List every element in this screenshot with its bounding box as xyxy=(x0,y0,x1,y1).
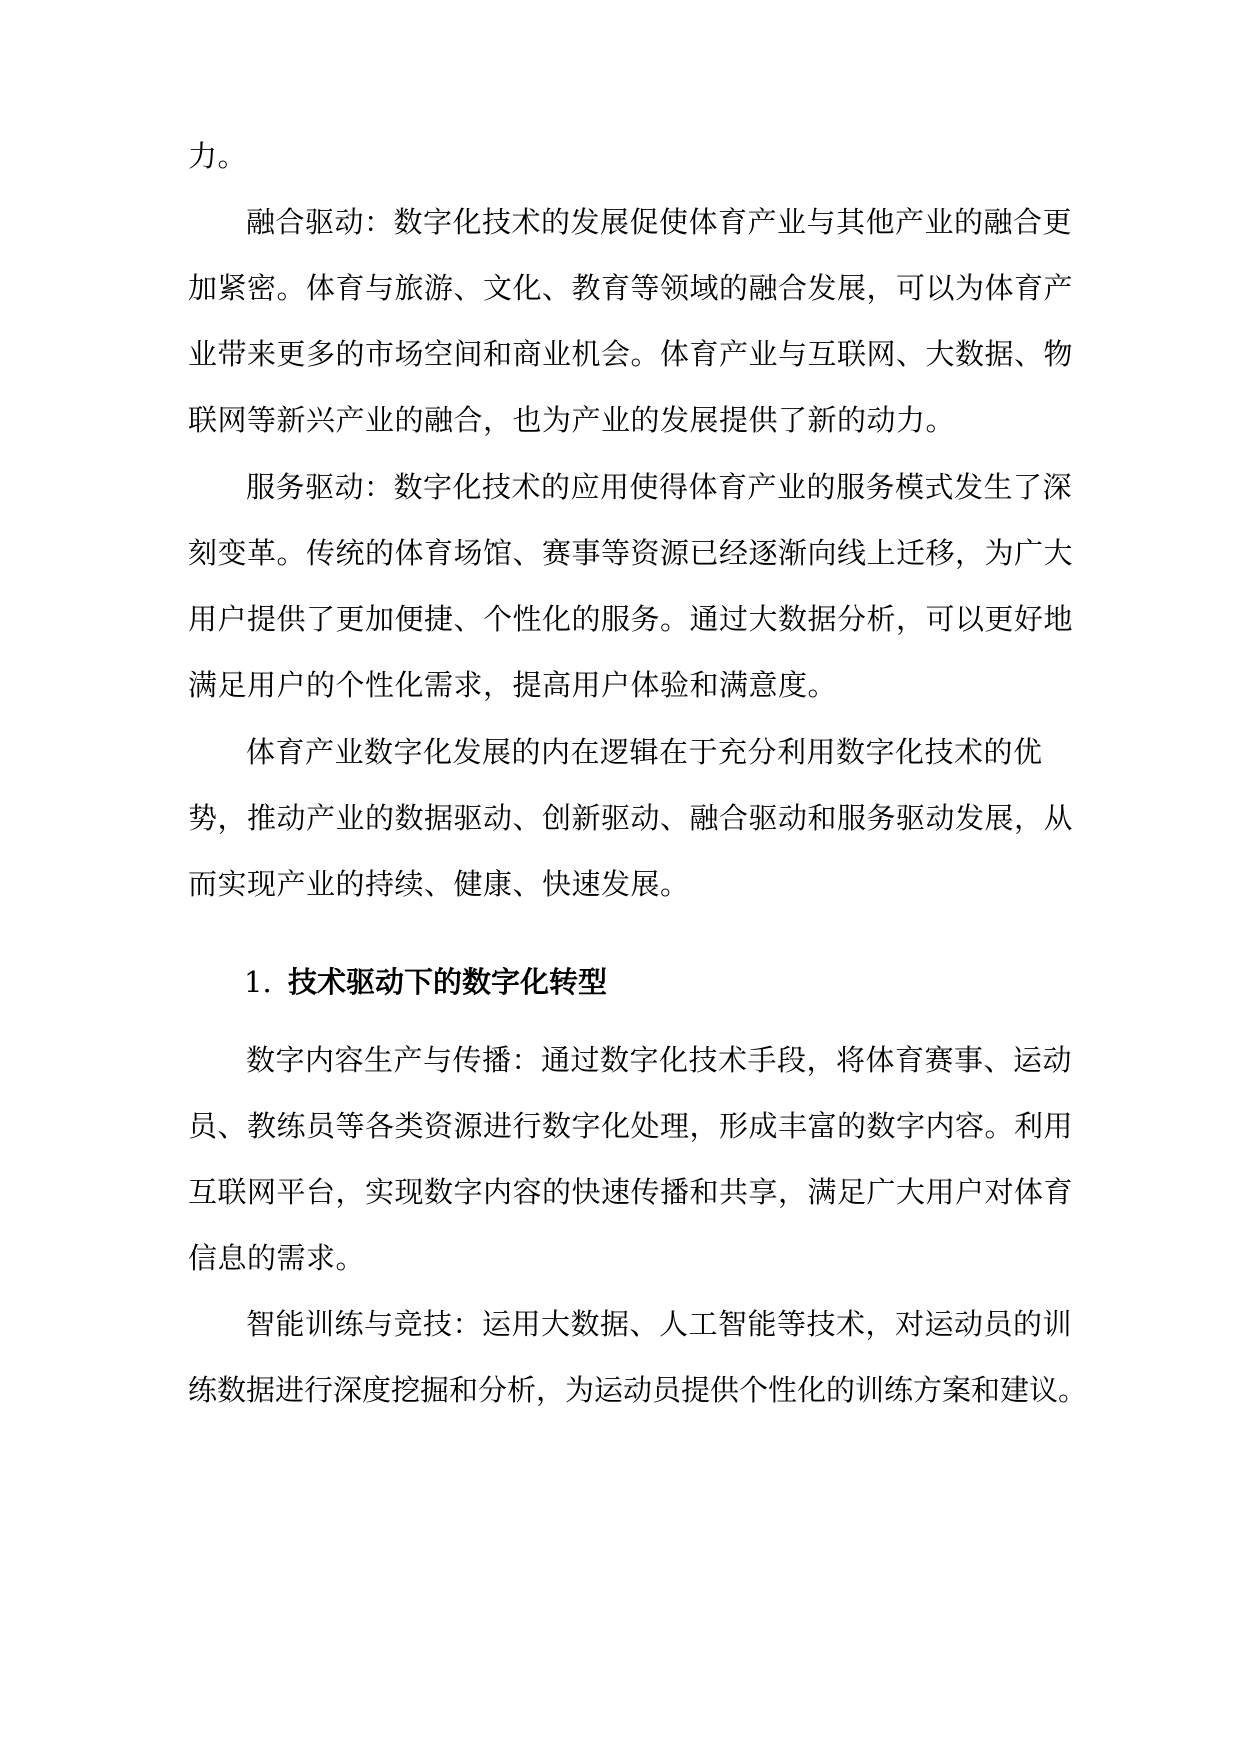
paragraph-line: 练数据进行深度挖掘和分析，为运动员提供个性化的训练方案和建议。 xyxy=(188,1373,1088,1407)
paragraph-line: 体育产业数字化发展的内在逻辑在于充分利用数字化技术的优 xyxy=(246,735,1043,769)
paragraph-line: 信息的需求。 xyxy=(188,1241,366,1275)
paragraph-line: 互联网平台，实现数字内容的快速传播和共享，满足广大用户对体育 xyxy=(188,1175,1074,1209)
paragraph-line: 用户提供了更加便捷、个性化的服务。通过大数据分析，可以更好地 xyxy=(188,602,1074,636)
paragraph-line: 员、教练员等各类资源进行数字化处理，形成丰富的数字内容。利用 xyxy=(188,1109,1074,1143)
section-heading-number: 1. xyxy=(244,965,272,999)
paragraph-line: 而实现产业的持续、健康、快速发展。 xyxy=(188,867,690,901)
paragraph-line: 满足用户的个性化需求，提高用户体验和满意度。 xyxy=(188,668,838,702)
section-heading-title: 技术驱动下的数字化转型 xyxy=(288,965,608,999)
paragraph-line: 服务驱动：数字化技术的应用使得体育产业的服务模式发生了深 xyxy=(246,470,1073,504)
paragraph-line: 联网等新兴产业的融合，也为产业的发展提供了新的动力。 xyxy=(188,403,956,437)
section-heading xyxy=(244,962,607,1002)
paragraph-line: 力。 xyxy=(188,139,248,173)
paragraph-line: 融合驱动：数字化技术的发展促使体育产业与其他产业的融合更 xyxy=(246,205,1073,239)
paragraph-line: 刻变革。传统的体育场馆、赛事等资源已经逐渐向线上迁移，为广大 xyxy=(188,536,1074,570)
paragraph-line: 势，推动产业的数据驱动、创新驱动、融合驱动和服务驱动发展，从 xyxy=(188,801,1074,835)
paragraph-line: 智能训练与竞技：运用大数据、人工智能等技术，对运动员的训 xyxy=(246,1307,1073,1341)
paragraph-line: 加紧密。体育与旅游、文化、教育等领域的融合发展，可以为体育产 xyxy=(188,271,1074,305)
paragraph-line: 业带来更多的市场空间和商业机会。体育产业与互联网、大数据、物 xyxy=(188,337,1074,371)
paragraph-line: 数字内容生产与传播：通过数字化技术手段，将体育赛事、运动 xyxy=(246,1043,1073,1077)
